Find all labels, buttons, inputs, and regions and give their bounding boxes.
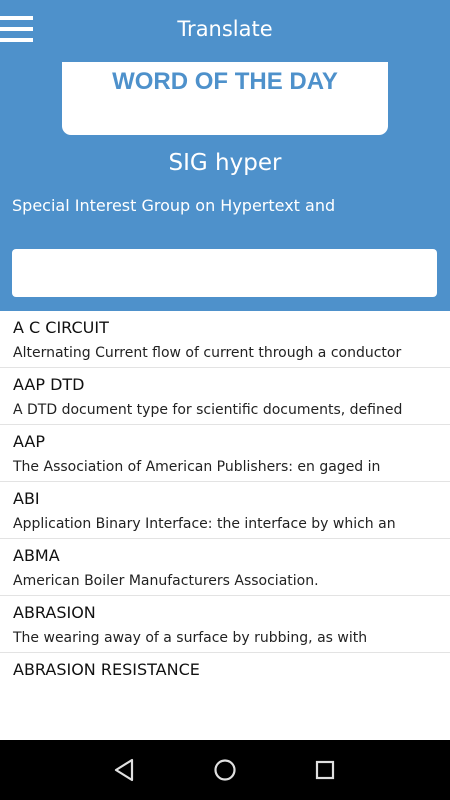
entry-term: ABI — [13, 489, 40, 508]
recents-square-icon[interactable] — [312, 757, 338, 783]
list-item[interactable] — [0, 596, 450, 653]
list-item[interactable] — [0, 482, 450, 539]
list-item[interactable] — [0, 539, 450, 596]
back-triangle-icon[interactable] — [112, 757, 138, 783]
entry-term: AAP — [13, 432, 45, 451]
word-of-the-day-word[interactable]: SIG hyper — [168, 150, 282, 176]
entry-term: ABRASION RESISTANCE — [13, 660, 200, 676]
system-nav-bar — [0, 740, 450, 800]
entry-term: AAP DTD — [13, 375, 85, 394]
home-circle-icon[interactable] — [212, 757, 238, 783]
entry-definition: The Association of American Publishers: en gaged in — [13, 459, 381, 475]
entry-definition: Alternating Current flow of current through a conductor — [13, 345, 402, 361]
entry-definition: Application Binary Interface: the interface by which an — [13, 516, 396, 532]
search-input[interactable] — [12, 249, 437, 297]
app-title: Translate — [177, 17, 273, 41]
dictionary-list[interactable] — [0, 311, 450, 676]
entry-definition: The wearing away of a surface by rubbing, as with — [13, 630, 368, 646]
word-of-the-day-label: WORD OF THE DAY — [112, 68, 338, 95]
word-of-the-day-panel — [0, 62, 450, 311]
list-item[interactable] — [0, 311, 450, 368]
word-of-the-day-card — [62, 62, 388, 135]
list-item[interactable] — [0, 653, 450, 676]
list-item[interactable] — [0, 425, 450, 482]
list-item[interactable] — [0, 368, 450, 425]
entry-term: ABMA — [13, 546, 60, 565]
app-bar — [0, 0, 450, 62]
entry-term: ABRASION — [13, 603, 96, 622]
entry-definition: American Boiler Manufacturers Association. — [13, 573, 319, 589]
word-of-the-day-definition: Special Interest Group on Hypertext and — [12, 196, 336, 215]
entry-term: A C CIRCUIT — [13, 318, 109, 337]
entry-definition: A DTD document type for scientific documents, defined — [13, 402, 403, 418]
